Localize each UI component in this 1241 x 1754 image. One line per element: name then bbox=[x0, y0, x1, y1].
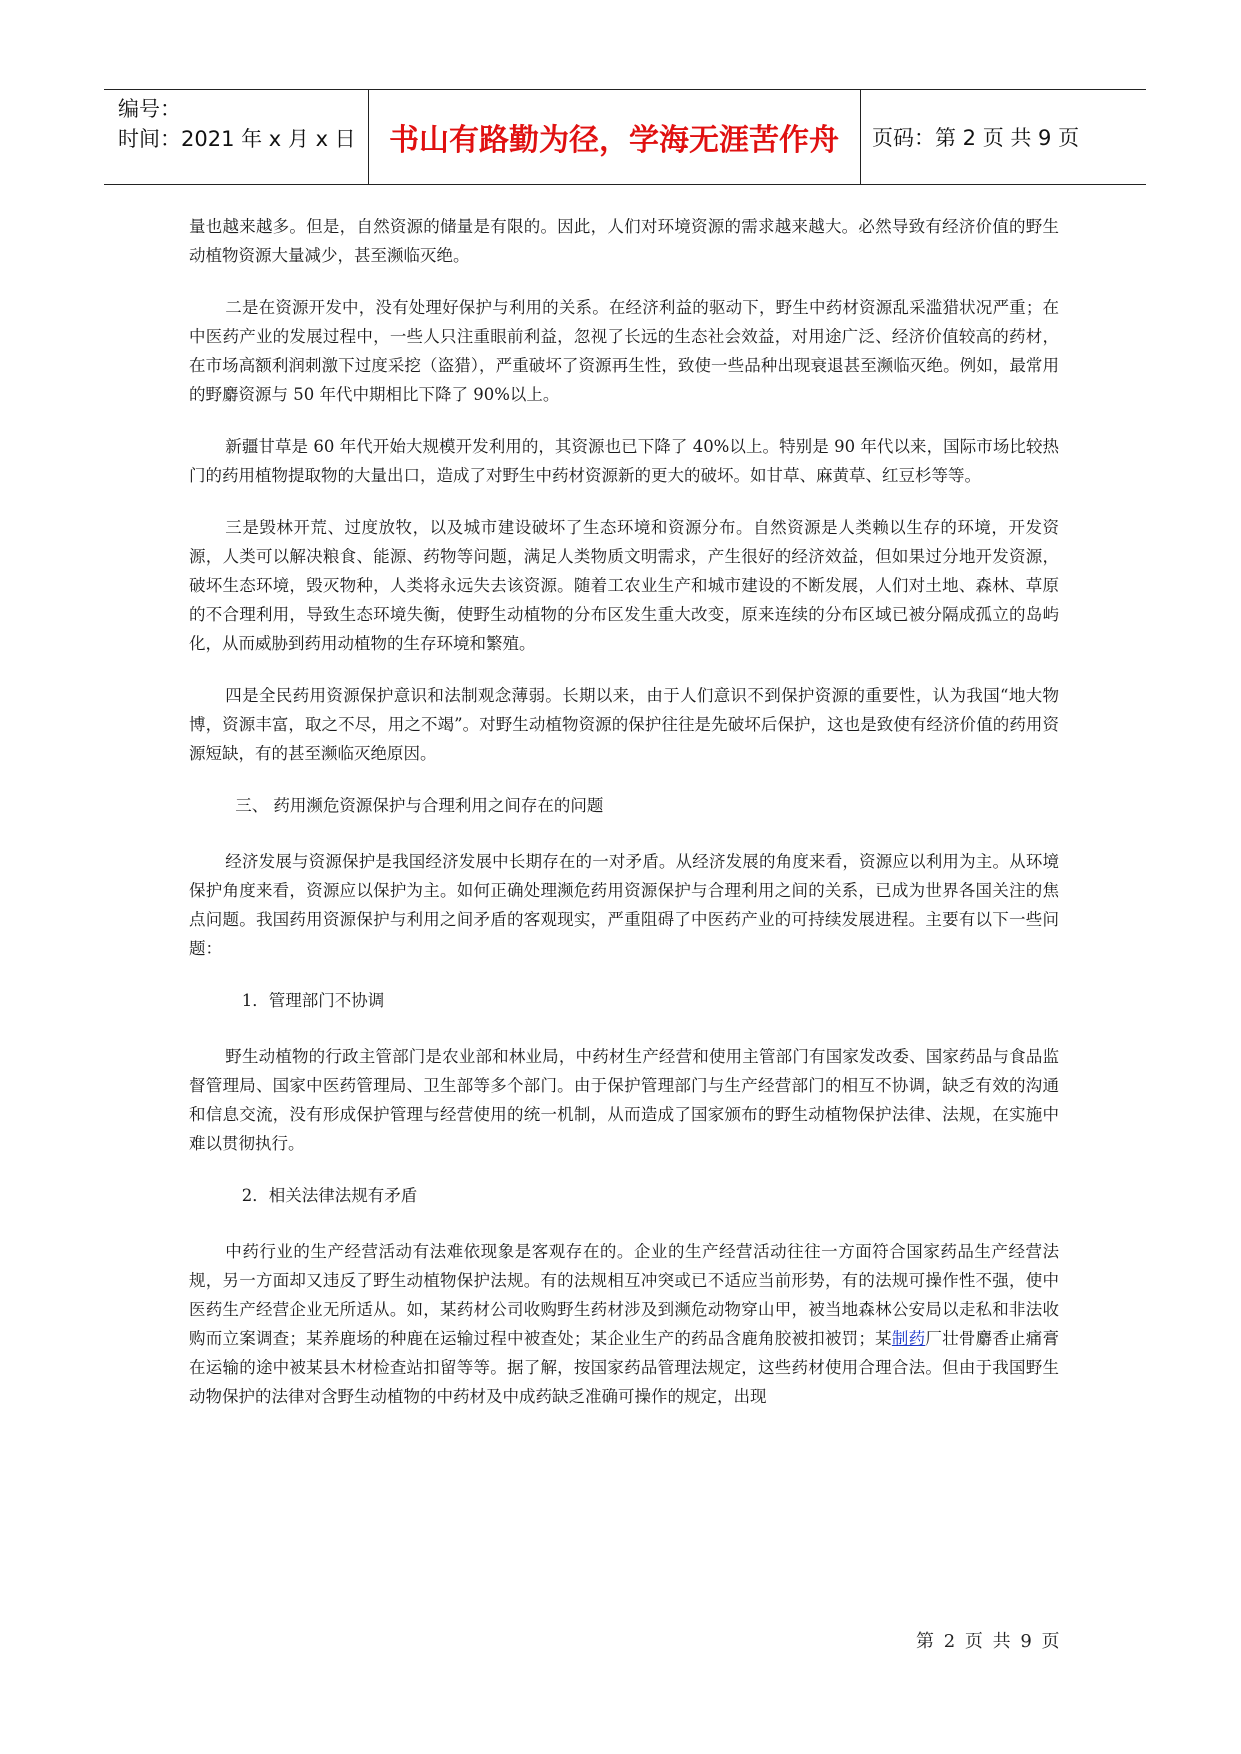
header-page-info: 页码：第 2 页 共 9 页 bbox=[872, 126, 1080, 150]
paragraph-text: 中药行业的生产经营活动有法难依现象是客观存在的。企业的生产经营活动往往一方面符合国家药品生产经营法规，另一方面却又违反了野生动植物保护法规。有的法规相互冲突或已不适应当前形势，有的法规可操作性不强，使中医药生产经营企业无所适从。如，某药材公司收购野生药材涉及到濒危动物穿山甲，被当地森林公安局以走私和非法收购而立案调查；某养鹿场的种鹿在运输过程中被查处；某企业生产的药品含鹿角胶被扣被罚；某 bbox=[189, 1242, 1059, 1348]
paragraph: 野生动植物的行政主管部门是农业部和林业局，中药材生产经营和使用主管部门有国家发改委、国家药品与食品监督管理局、国家中医药管理局、卫生部等多个部门。由于保护管理部门与生产经营部门的相互不协调，缺乏有效的沟通和信息交流，没有形成保护管理与经营使用的统一机制，从而造成了国家颁布的野生动植物保护法律、法规，在实施中难以贯彻执行。 bbox=[189, 1047, 1059, 1153]
header-meta bbox=[118, 94, 364, 154]
document-body bbox=[189, 212, 1059, 1434]
subsection-heading: 2．相关法律法规有矛盾 bbox=[241, 1186, 418, 1205]
paragraph: 量也越来越多。但是，自然资源的储量是有限的。因此，人们对环境资源的需求越来越大。必然导致有经济价值的野生动植物资源大量减少，甚至濒临灭绝。 bbox=[189, 217, 1059, 265]
paragraph: 新疆甘草是 60 年代开始大规模开发利用的，其资源也已下降了 40%以上。特别是 90 年代以来，国际市场比较热门的药用植物提取物的大量出口，造成了对野生中药材资源新的更大的破坏。如甘草、麻黄草、红豆杉等等。 bbox=[189, 437, 1059, 485]
page-header bbox=[104, 89, 1146, 185]
section-heading: 三、 药用濒危资源保护与合理利用之间存在的问题 bbox=[235, 796, 604, 815]
paragraph: 四是全民药用资源保护意识和法制观念薄弱。长期以来，由于人们意识不到保护资源的重要性，认为我国“地大物博，资源丰富，取之不尽，用之不竭”。对野生动植物资源的保护往往是先破坏后保护，这也是致使有经济价值的药用资源短缺，有的甚至濒临灭绝原因。 bbox=[189, 686, 1059, 763]
number-label: 编号： bbox=[118, 97, 181, 121]
paragraph-text: 厂壮骨麝香止痛膏在运输的途中被某县木材检查站扣留等等。据了解，按国家药品管理法规定，这些药材使用合理合法。但由于我国野生动物保护的法律对含野生动植物的中药材及中成药缺乏准确可操作的规定，出现 bbox=[189, 1329, 1060, 1406]
header-divider bbox=[860, 90, 861, 184]
paragraph: 二是在资源开发中，没有处理好保护与利用的关系。在经济利益的驱动下，野生中药材资源乱采滥猎状况严重；在中医药产业的发展过程中，一些人只注重眼前利益，忽视了长远的生态社会效益，对用途广泛、经济价值较高的药材，在市场高额利润刺激下过度采挖（盗猎），严重破坏了资源再生性，致使一些品种出现衰退甚至濒临灭绝。例如，最常用的野麝资源与 50 年代中期相比下降了 90%以上。 bbox=[189, 298, 1059, 404]
paragraph: 三是毁林开荒、过度放牧，以及城市建设破坏了生态环境和资源分布。自然资源是人类赖以生存的环境，开发资源，人类可以解决粮食、能源、药物等问题，满足人类物质文明需求，产生很好的经济效益，但如果过分地开发资源，破坏生态环境，毁灭物种，人类将永远失去该资源。随着工农业生产和城市建设的不断发展，人们对土地、森林、草原的不合理利用，导致生态环境失衡，使野生动植物的分布区发生重大改变，原来连续的分布区域已被分隔成孤立的岛屿化，从而威胁到药用动植物的生存环境和繁殖。 bbox=[189, 518, 1059, 653]
paragraph: 经济发展与资源保护是我国经济发展中长期存在的一对矛盾。从经济发展的角度来看，资源应以利用为主。从环境保护角度来看，资源应以保护为主。如何正确处理濒危药用资源保护与合理利用之间的关系，已成为世界各国关注的焦点问题。我国药用资源保护与利用之间矛盾的客观现实，严重阻碍了中医药产业的可持续发展进程。主要有以下一些问题： bbox=[189, 852, 1059, 958]
time-label: 时间：2021 年 x 月 x 日 bbox=[118, 127, 356, 151]
header-motto: 书山有路勤为径，学海无涯苦作舟 bbox=[389, 123, 839, 158]
header-divider bbox=[368, 90, 369, 184]
subsection-heading: 1．管理部门不协调 bbox=[241, 991, 385, 1010]
page-footer: 第 2 页 共 9 页 bbox=[916, 1631, 1060, 1652]
pharma-link[interactable]: 制药 bbox=[891, 1329, 926, 1348]
paragraph bbox=[189, 1237, 1059, 1411]
